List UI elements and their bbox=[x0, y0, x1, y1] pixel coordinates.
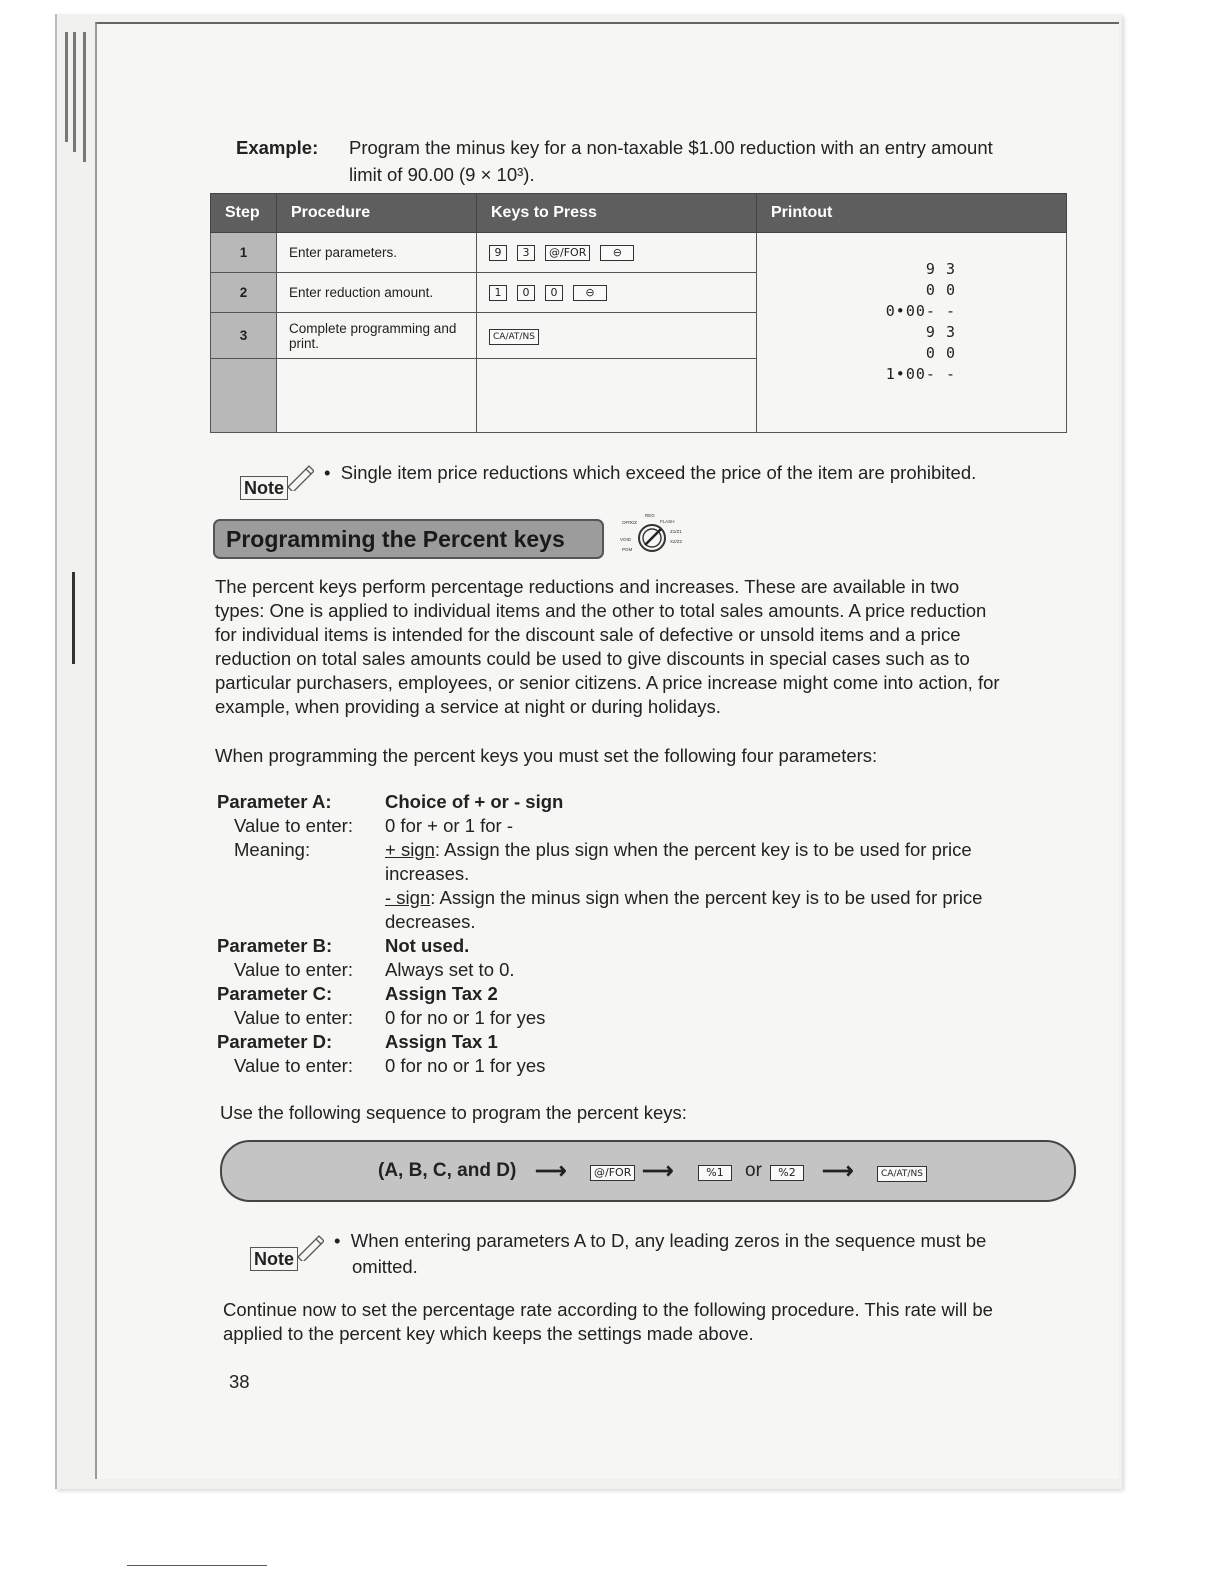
step-number: 2 bbox=[211, 273, 277, 313]
key-cap: 3 bbox=[517, 245, 535, 261]
parameter-d-row bbox=[217, 1030, 1067, 1054]
printout-line: 1•00- - bbox=[885, 365, 956, 383]
note1-text: • Single item price reductions which exceed the price of the item are prohibited. bbox=[324, 462, 977, 483]
key-cap: 1 bbox=[489, 285, 507, 301]
keys-cell bbox=[477, 273, 757, 313]
header-keys: Keys to Press bbox=[477, 194, 757, 233]
example-block bbox=[236, 134, 1066, 188]
parameter-c-value-row bbox=[217, 1006, 1067, 1030]
table-row bbox=[211, 233, 1067, 273]
params-intro: When programming the percent keys you must set the following four parameters: bbox=[215, 745, 878, 766]
plus-sign-term: + sign bbox=[385, 839, 435, 860]
printout-cell bbox=[757, 233, 1067, 433]
header-procedure: Procedure bbox=[277, 194, 477, 233]
continue-paragraph: Continue now to set the percentage rate according to the following procedure. This rate will be applied to the percent key which keeps the settings made above. bbox=[223, 1299, 993, 1344]
value-label: Value to enter: bbox=[234, 959, 353, 980]
value-label: Value to enter: bbox=[234, 1007, 353, 1028]
sequence-intro: Use the following sequence to program the percent keys: bbox=[220, 1102, 687, 1123]
key-cap: %2 bbox=[770, 1165, 804, 1181]
key-cap: 0 bbox=[545, 285, 563, 301]
key-cap: 0 bbox=[517, 285, 535, 301]
parameter-title: Assign Tax 2 bbox=[385, 983, 498, 1004]
mode-switch-dial-icon bbox=[618, 510, 690, 556]
arrow-right-icon: ⟶ bbox=[535, 1158, 567, 1183]
table-header-row bbox=[211, 194, 1067, 233]
minus-key: ⊖ bbox=[573, 285, 607, 301]
dial-label: OFF bbox=[622, 520, 631, 525]
parameter-value: 0 for no or 1 for yes bbox=[385, 1055, 546, 1076]
parameter-value: 0 for + or 1 for - bbox=[385, 815, 514, 836]
page-edge bbox=[73, 32, 76, 152]
key-cap: @/FOR bbox=[590, 1165, 635, 1181]
header-step: Step bbox=[211, 194, 277, 233]
pencil-icon bbox=[294, 1233, 324, 1261]
page-edge bbox=[65, 32, 68, 142]
key-cap: %1 bbox=[698, 1165, 732, 1181]
section-title: Programming the Percent keys bbox=[213, 519, 604, 559]
parameter-a-meaning-minus: - sign: Assign the minus sign when the percent key is to be used for price decreases. bbox=[385, 887, 983, 932]
dial-label: REG bbox=[645, 513, 655, 518]
dial-label: VOID bbox=[620, 537, 632, 542]
parameter-c-row bbox=[217, 982, 1067, 1006]
dial-label: X/Z bbox=[630, 520, 638, 525]
parameter-d-value-row bbox=[217, 1054, 1067, 1078]
parameter-b-row bbox=[217, 934, 1067, 958]
key-cap: @/FOR bbox=[545, 245, 590, 261]
example-text: Program the minus key for a non-taxable $1.00 reduction with an entry amount limit of 90.00 (9 × 10³). bbox=[349, 137, 993, 185]
parameter-list bbox=[217, 790, 1067, 1078]
pencil-icon bbox=[284, 463, 314, 491]
parameter-value: Always set to 0. bbox=[385, 959, 515, 980]
scan-artifact-line bbox=[127, 1565, 267, 1566]
value-label: Value to enter: bbox=[234, 1055, 353, 1076]
page-number: 38 bbox=[229, 1371, 250, 1392]
intro-paragraph: The percent keys perform percentage reductions and increases. These are available in two types: One is applied to individual items and the other to total sales amounts. A price reduction for individual items is intended for the discount sale of defective or unsold items and a price reduction on total sales amounts could be used to give discounts in special cases such as to particular purchasers, employees, or senior citizens. A price increase might come into action, for example, when providing a service at night or during holidays. bbox=[215, 576, 1000, 717]
key-sequence-bar bbox=[220, 1140, 1076, 1202]
procedure-cell: Enter parameters. bbox=[277, 233, 477, 273]
parameter-title: Choice of + or - sign bbox=[385, 791, 564, 812]
header-printout: Printout bbox=[757, 194, 1067, 233]
procedure-cell: Enter reduction amount. bbox=[277, 273, 477, 313]
meaning-label: Meaning: bbox=[234, 839, 311, 860]
minus-key: ⊖ bbox=[600, 245, 634, 261]
key-cap: 9 bbox=[489, 245, 507, 261]
printout-line: 9 3 bbox=[925, 260, 956, 278]
parameter-a-value-row bbox=[217, 814, 1067, 838]
printout-line: 9 3 bbox=[925, 323, 956, 341]
dial-label: Z1/Z1 bbox=[670, 529, 682, 534]
step-number: 3 bbox=[211, 313, 277, 359]
parameter-b-value-row bbox=[217, 958, 1067, 982]
parameter-value: 0 for no or 1 for yes bbox=[385, 1007, 546, 1028]
step-number-empty bbox=[211, 359, 277, 433]
note-label: Note bbox=[240, 476, 288, 500]
parameter-a-row bbox=[217, 790, 1067, 814]
keys-cell bbox=[477, 313, 757, 359]
parameter-title: Not used. bbox=[385, 935, 470, 956]
value-label: Value to enter: bbox=[234, 815, 353, 836]
printout-line: 0 0 bbox=[925, 344, 956, 362]
dial-label: FLASH bbox=[660, 519, 675, 524]
parameter-a-meaning-plus: Meaning: + sign: Assign the plus sign when the percent key is to be used for price increases. bbox=[234, 839, 972, 884]
parameter-name: Parameter C: bbox=[217, 983, 333, 1004]
or-text: or bbox=[745, 1160, 762, 1181]
printout-line: 0•00- - bbox=[885, 302, 956, 320]
note2-text: • When entering parameters A to D, any leading zeros in the sequence must be omitted. bbox=[334, 1230, 987, 1277]
procedure-cell: Complete programming and print. bbox=[277, 313, 477, 359]
binding-mark bbox=[72, 572, 75, 664]
printout-line: 0 0 bbox=[925, 281, 956, 299]
sequence-params: (A, B, C, and D) bbox=[378, 1160, 517, 1181]
parameter-name: Parameter A: bbox=[217, 791, 332, 812]
procedure-cell-empty bbox=[277, 359, 477, 433]
arrow-right-icon: ⟶ bbox=[642, 1158, 674, 1183]
example-label: Example: bbox=[236, 137, 319, 158]
minus-sign-term: - sign bbox=[385, 887, 431, 908]
keys-cell bbox=[477, 233, 757, 273]
parameter-name: Parameter D: bbox=[217, 1031, 333, 1052]
step-number: 1 bbox=[211, 233, 277, 273]
parameter-title: Assign Tax 1 bbox=[385, 1031, 498, 1052]
page-edge bbox=[83, 32, 86, 162]
bullet: • bbox=[334, 1230, 341, 1251]
dial-label: X2/Z2 bbox=[670, 539, 683, 544]
key-cap: CA/AT/NS bbox=[877, 1166, 927, 1182]
parameter-name: Parameter B: bbox=[217, 935, 333, 956]
note-label: Note bbox=[250, 1247, 298, 1271]
bullet: • bbox=[324, 462, 331, 483]
key-cap: CA/AT/NS bbox=[489, 329, 539, 345]
arrow-right-icon: ⟶ bbox=[822, 1158, 854, 1183]
procedure-table bbox=[210, 193, 1067, 433]
dial-label: PGM bbox=[622, 547, 633, 552]
keys-cell-empty bbox=[477, 359, 757, 433]
